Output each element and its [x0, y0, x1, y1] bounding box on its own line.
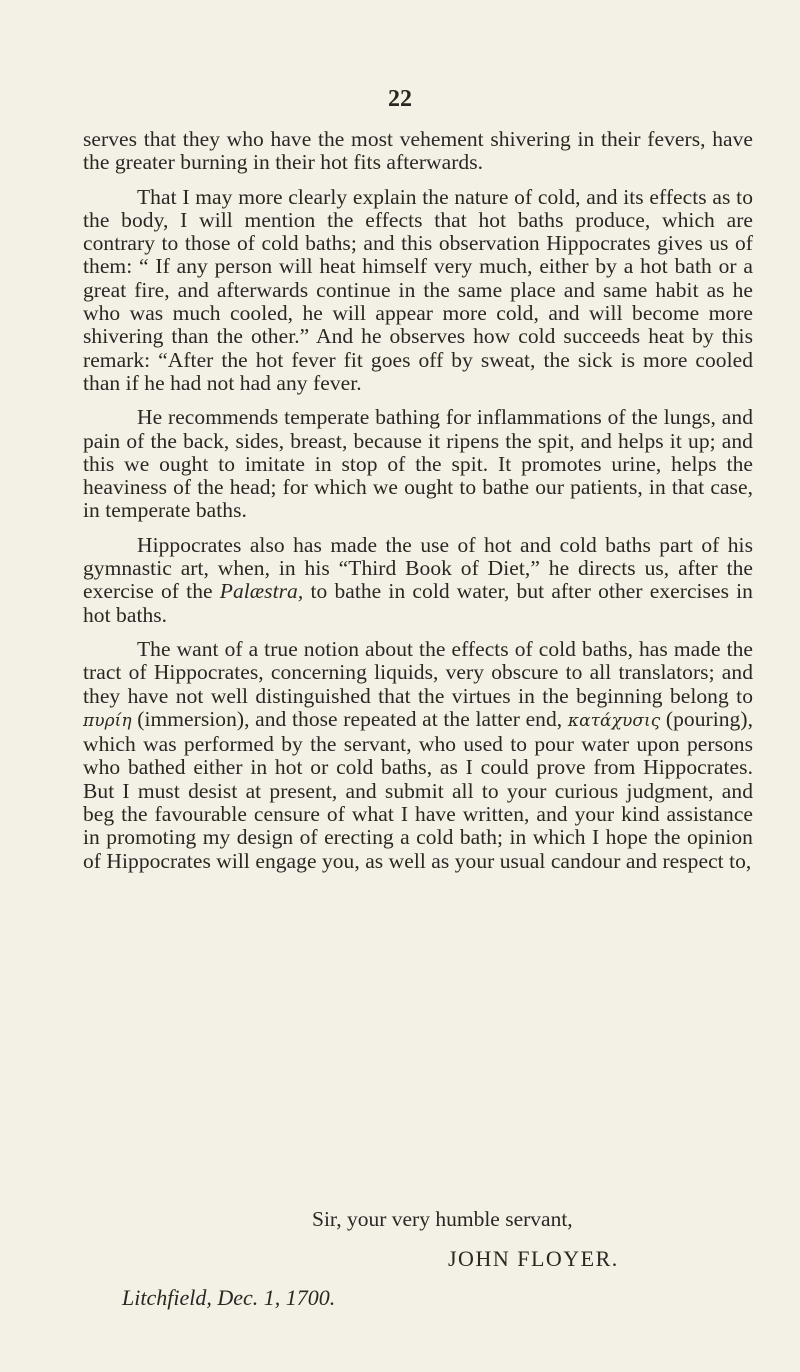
paragraph-5-text-b: (immersion), and those repeated at the latter end, — [131, 706, 568, 731]
paragraph-5-text-a: The want of a true notion about the effects of cold baths, has made the tract of Hippocrates, concerning liquids, very obscure to all translators; and they have not well distinguished that the virtues in the beginning belong to — [83, 636, 753, 708]
paragraph-2: That I may more clearly explain the nature of cold, and its effects as to the body, I will mention the effects that hot baths produce, which are contrary to those of cold baths; and this observation Hippocrates gives us of them: “ If any person will heat himself very much, either by a hot bath or a great fire, and afterwards continue in the same place and same habit as he who was much cooled, he will appear more cold, and will become more shivering than the other.” And he observes how cold succeeds heat by this remark: “After the hot fever fit goes off by sweat, the sick is more cooled than if he had not had any fever. — [83, 184, 753, 395]
paragraph-5-text-c: (pouring), which was performed by the servant, who used to pour water upon persons who bathed either in hot or cold baths, as I could prove from Hippocrates. But I must desist at present, and submit all to your curious judgment, and beg the favourable censure of what I have written, and your kind assistance in promoting my design of erecting a cold bath; in which I hope the opinion of Hippocrates will engage you, as well as your usual candour and respect to, — [83, 706, 753, 873]
paragraph-5 — [83, 638, 753, 873]
closing-salutation: Sir, your very humble servant, — [312, 1207, 573, 1231]
paragraph-4-text-b: to bathe in cold water, but after other exercises in hot baths. — [83, 579, 753, 627]
signature: JOHN FLOYER. — [448, 1246, 619, 1271]
greek-word-immersion: πυρίη — [83, 710, 132, 731]
body-text — [83, 128, 753, 884]
paragraph-3: He recommends temperate bathing for inflammations of the lungs, and pain of the back, sides, breast, because it ripens the spit, and helps it up; and this we ought to imitate in stop of the spit. It promotes urine, helps the heaviness of the head; for which we ought to bathe our patients, in that case, in temperate baths. — [83, 405, 753, 523]
page-number: 22 — [388, 86, 412, 112]
greek-word-pouring: κατάχυσις — [567, 710, 661, 731]
paragraph-4 — [83, 534, 753, 627]
paragraph-1: serves that they who have the most vehement shivering in their fevers, have the greater burning in their hot fits afterwards. — [83, 127, 753, 175]
place-date-text: Litchfield, Dec. 1, 1700. — [122, 1285, 336, 1310]
paragraph-4-text-a: Hippocrates also has made the use of hot and cold baths part of his gymnastic art, when, in his “Third Book of Diet,” he directs us, after the exercise of the — [83, 532, 753, 604]
place-date — [122, 1285, 335, 1311]
palaestra-italic: Palæstra, — [219, 579, 304, 604]
